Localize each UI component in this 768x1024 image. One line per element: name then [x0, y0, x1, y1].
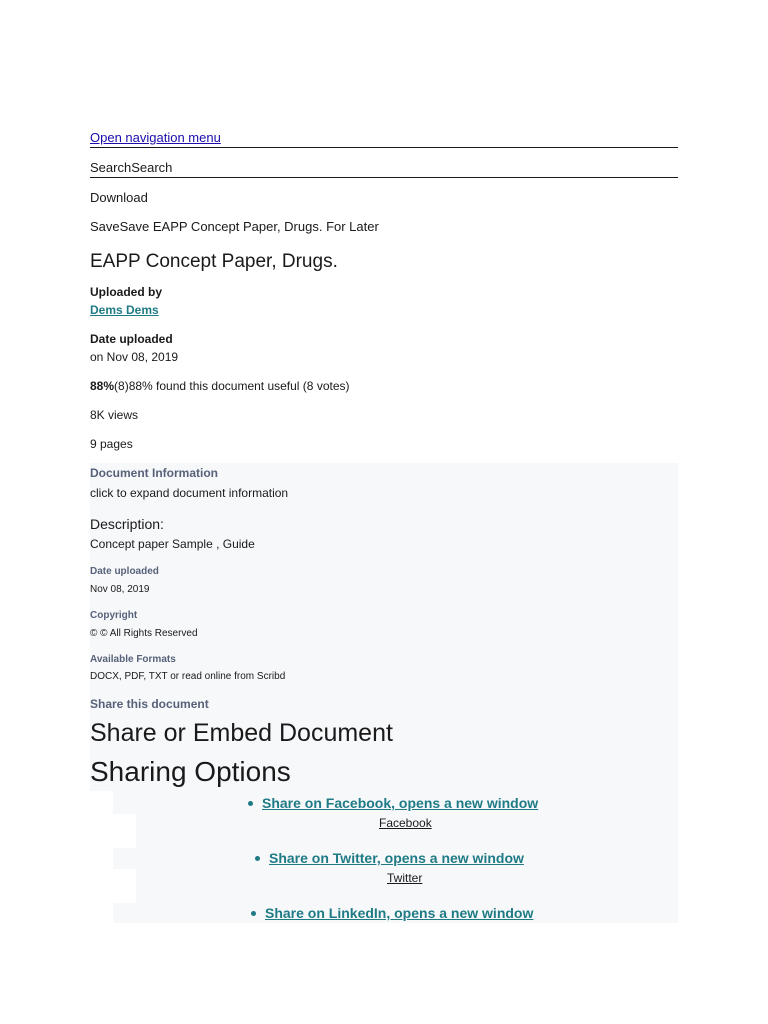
rating — [90, 379, 350, 393]
rating-votes: (8)88% found this document useful (8 votes) — [114, 379, 350, 393]
date-uploaded-label: Date uploaded — [90, 332, 173, 346]
spacer — [113, 869, 136, 903]
description-text: Concept paper Sample , Guide — [90, 537, 255, 551]
rating-percent: 88% — [90, 379, 115, 393]
spacer — [90, 791, 113, 1024]
date-uploaded-value-small: Nov 08, 2019 — [90, 584, 150, 595]
views-count: 8K views — [90, 408, 139, 422]
open-navigation-menu-link[interactable]: Open navigation menu — [90, 130, 221, 145]
available-formats-value: DOCX, PDF, TXT or read online from Scribd — [90, 671, 286, 682]
share-facebook-item — [248, 795, 538, 813]
date-uploaded-label-small: Date uploaded — [90, 566, 159, 577]
page-count: 9 pages — [90, 437, 133, 451]
save-for-later-button[interactable]: SaveSave EAPP Concept Paper, Drugs. For Later — [90, 219, 379, 234]
share-twitter-item — [255, 850, 524, 868]
expand-document-information[interactable]: click to expand document information — [90, 486, 289, 500]
copyright-value: © © All Rights Reserved — [90, 628, 198, 639]
search-button[interactable]: SearchSearch — [90, 160, 173, 175]
share-twitter-link[interactable]: Share on Twitter, opens a new window — [269, 850, 524, 866]
available-formats-label: Available Formats — [90, 654, 176, 665]
sharing-options-title: Sharing Options — [90, 756, 291, 787]
document-information-heading[interactable]: Document Information — [90, 466, 218, 480]
spacer — [113, 814, 136, 848]
bullet-icon — [248, 801, 253, 806]
uploaded-by-label: Uploaded by — [90, 285, 163, 299]
twitter-link[interactable]: Twitter — [387, 871, 423, 885]
share-linkedin-link[interactable]: Share on LinkedIn, opens a new window — [265, 905, 534, 921]
share-embed-title: Share or Embed Document — [90, 719, 393, 747]
description-label: Description: — [90, 516, 164, 532]
facebook-link[interactable]: Facebook — [379, 816, 432, 830]
bullet-icon — [251, 911, 256, 916]
uploader-link[interactable]: Dems Dems — [90, 303, 159, 317]
download-button[interactable]: Download — [90, 190, 148, 205]
share-linkedin-item — [251, 905, 533, 923]
bullet-icon — [255, 856, 260, 861]
share-facebook-link[interactable]: Share on Facebook, opens a new window — [262, 795, 539, 811]
share-this-document-label: Share this document — [90, 697, 209, 711]
divider — [90, 177, 678, 178]
date-uploaded-value: on Nov 08, 2019 — [90, 350, 179, 364]
divider — [90, 147, 678, 148]
copyright-label: Copyright — [90, 610, 138, 621]
document-title: EAPP Concept Paper, Drugs. — [90, 251, 338, 272]
